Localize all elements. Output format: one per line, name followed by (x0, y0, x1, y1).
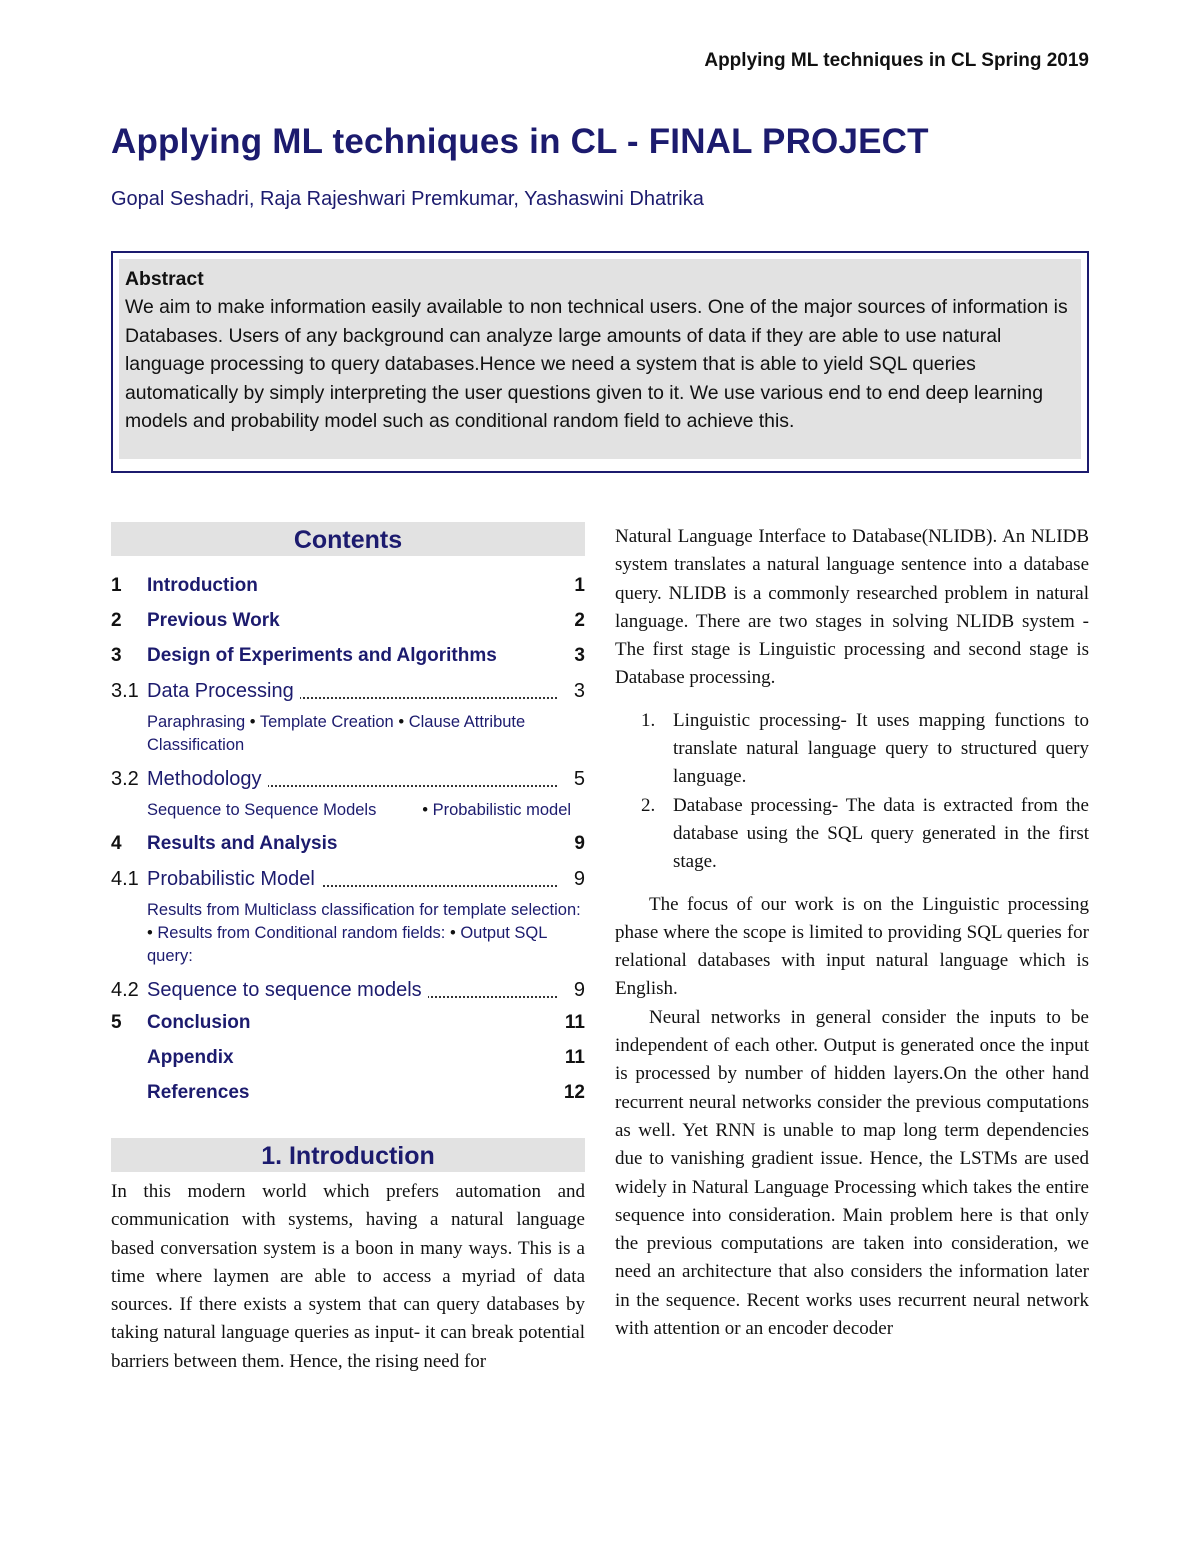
table-of-contents (111, 556, 585, 1112)
toc-entry-data-processing[interactable] (111, 675, 585, 705)
toc-entry-conclusion[interactable] (111, 1004, 585, 1042)
list-item (615, 707, 1089, 792)
toc-label[interactable]: Data Processing (147, 680, 300, 703)
toc-label[interactable]: Appendix (147, 1047, 234, 1068)
toc-subitem[interactable]: Template Creation (259, 713, 394, 731)
toc-label[interactable]: Design of Experiments and Algorithms (147, 645, 497, 666)
toc-page: 5 (568, 768, 585, 791)
toc-entry-results-and-analysis[interactable] (111, 828, 585, 863)
introduction-paragraph-continued: Natural Language Interface to Database(NLIDB). An NLIDB system translates a natural language sentence into a database query. NLIDB is a commonly researched problem in natural language. There are two stages in solving NLIDB system - The first stage is Linguistic processing and second stage is Database processing. (615, 526, 1089, 689)
toc-subitems-data-processing (147, 705, 585, 763)
toc-page: 11 (564, 1047, 585, 1068)
bullet-icon: • (449, 924, 456, 942)
list-marker: 1. (641, 709, 656, 731)
toc-label[interactable]: Results and Analysis (147, 833, 338, 854)
paper-title: Applying ML techniques in CL - FINAL PROJECT (111, 122, 929, 161)
list-item (615, 792, 1089, 877)
toc-subitem[interactable]: Output SQL query: (147, 924, 547, 965)
right-column (615, 523, 1089, 1343)
toc-number: 3.1 (111, 680, 139, 702)
toc-page: 12 (563, 1082, 585, 1103)
toc-entry-design-of-experiments[interactable] (111, 640, 585, 675)
toc-page: 3 (568, 680, 585, 703)
toc-entry-introduction[interactable] (111, 556, 585, 605)
toc-subitem[interactable]: Probabilistic model (432, 801, 572, 819)
toc-label[interactable]: Methodology (147, 768, 268, 791)
toc-number: 3.2 (111, 768, 139, 790)
toc-number: 1 (111, 575, 122, 596)
toc-number: 5 (111, 1012, 122, 1033)
toc-subitem[interactable]: Paraphrasing (147, 713, 246, 731)
introduction-heading: 1. Introduction (111, 1138, 585, 1172)
contents-heading: Contents (111, 522, 585, 556)
stages-list (615, 707, 1089, 877)
toc-subitems-methodology (147, 793, 585, 828)
list-marker: 2. (641, 794, 656, 816)
toc-page: 9 (574, 833, 585, 854)
toc-page: 11 (564, 1012, 585, 1033)
toc-subitem[interactable]: Sequence to Sequence Models (147, 801, 377, 819)
abstract-heading: Abstract (125, 268, 204, 290)
toc-number: 4 (111, 833, 122, 854)
toc-subitem[interactable]: Results from Conditional random fields: (157, 924, 446, 942)
toc-label[interactable]: References (147, 1082, 250, 1103)
toc-page: 9 (568, 979, 585, 1002)
toc-page: 1 (574, 575, 585, 596)
toc-number: 3 (111, 645, 122, 666)
list-item-text: Linguistic processing- It uses mapping functions to translate natural language query to structured query language. (673, 709, 1089, 788)
toc-page: 9 (568, 868, 585, 891)
author-list: Gopal Seshadri, Raja Rajeshwari Premkumar, Yashaswini Dhatrika (111, 188, 704, 210)
toc-number: 2 (111, 610, 122, 631)
toc-number: 4.1 (111, 868, 139, 890)
abstract-text: We aim to make information easily available to non technical users. One of the major sources of information is Databases. Users of any background can analyze large amounts of data if they are able to use natural language processing to query databases.Hence we need a system that is able to yield SQL queries automatically by simply interpreting the user questions given to it. We use various end to end deep learning models and probability model such as conditional random field to achieve this. (125, 296, 1068, 433)
focus-paragraph: The focus of our work is on the Linguistic processing phase where the scope is limited to providing SQL queries for relational databases with input natural language which is English. (615, 893, 1089, 1000)
toc-entry-previous-work[interactable] (111, 605, 585, 640)
toc-entry-sequence-to-sequence-models[interactable] (111, 974, 585, 1004)
list-item-text: Database processing- The data is extracted from the database using the SQL query generated in the first stage. (673, 794, 1089, 873)
toc-label[interactable]: Introduction (147, 575, 258, 596)
toc-entry-probabilistic-model[interactable] (111, 863, 585, 893)
toc-number: 4.2 (111, 979, 139, 1001)
toc-entry-references[interactable] (111, 1077, 585, 1112)
abstract-box (111, 251, 1089, 473)
abstract-panel (119, 259, 1081, 459)
toc-label[interactable]: Previous Work (147, 610, 280, 631)
toc-page: 2 (574, 610, 585, 631)
toc-label[interactable]: Probabilistic Model (147, 868, 321, 891)
toc-subitem[interactable]: Clause Attribute Classification (147, 713, 526, 754)
toc-entry-methodology[interactable] (111, 763, 585, 793)
bullet-icon: • (147, 924, 153, 942)
toc-label[interactable]: Sequence to sequence models (147, 979, 428, 1002)
running-header: Applying ML techniques in CL Spring 2019 (704, 50, 1089, 71)
introduction-paragraph: In this modern world which prefers automation and communication with systems, having a natural language based conversation system is a boon in many ways. This is a time where laymen are able to access a myriad of data sources. If there exists a system that can query databases by taking natural language queries as input- it can break potential barriers between them. Hence, the rising need for (111, 1181, 585, 1372)
toc-subitems-probabilistic-model (147, 893, 585, 974)
bullet-icon: • (398, 713, 405, 731)
toc-entry-appendix[interactable] (111, 1042, 585, 1077)
toc-subitem[interactable]: Results from Multiclass classification for template selection: (147, 901, 581, 919)
bullet-icon: • (422, 801, 428, 819)
bullet-icon: • (249, 713, 256, 731)
toc-label[interactable]: Conclusion (147, 1012, 251, 1033)
left-column (111, 522, 585, 1376)
toc-page: 3 (574, 645, 585, 666)
neural-networks-paragraph: Neural networks in general consider the inputs to be independent of each other. Output is generated once the input is processed by number of hidden layers.On the other hand recurrent neural networks consider the previous computations as well. Yet RNN is unable to map long term dependencies due to vanishing gradient issue. Hence, the LSTMs are used widely in Natural Language Processing which takes the entire sequence into consideration. Main problem here is that only the previous computations are taken into consideration, we need an architecture that also considers the information later in the sequence. Recent works uses recurrent neural network with attention or an encoder decoder (615, 1006, 1089, 1340)
